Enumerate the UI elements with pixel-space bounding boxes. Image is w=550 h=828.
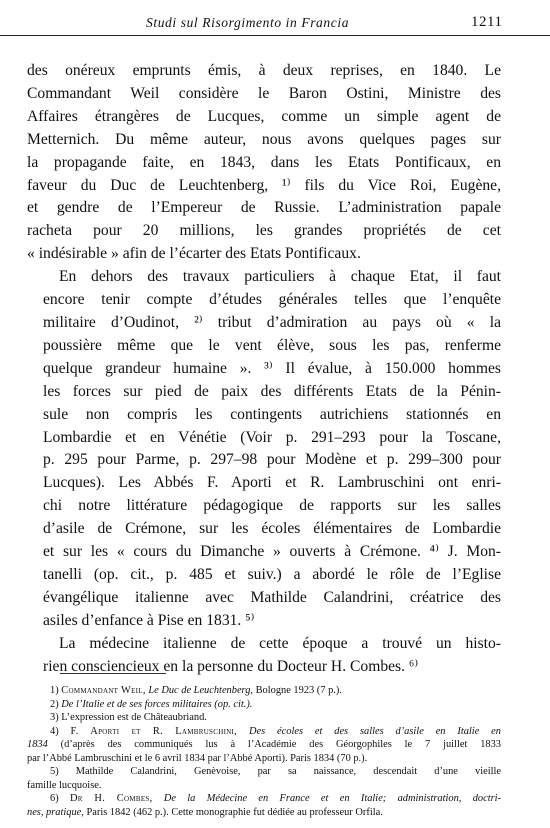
text-line: et gendre de l’Empereur de Russie. L’administration papale [27, 199, 501, 217]
paragraph-2 [27, 266, 501, 633]
footnote-5 [27, 765, 501, 792]
footnote-text: Bologne 1923 (7 p.). [255, 685, 342, 696]
footnote-text: (d’après des communiqués lus à l’Académie des Géorgophiles le 7 juillet 1833 [60, 739, 501, 750]
text-line: tanelli (op. cit., p. 485 et suiv.) a abordé le rôle de l’Eglise [43, 565, 501, 583]
footnote-author: Dr H. Combes, [70, 793, 153, 804]
running-head [0, 13, 550, 36]
text-line: et sur les « cours du Dimanche » ouverts à Crémone. ⁴⁾ J. Mon- [43, 543, 501, 561]
footnote-2 [27, 698, 501, 712]
footnote-text: Mathilde Calandrini, Genèvoise, par sa naissance, descendait d’une vieille [75, 766, 501, 777]
text-line: racheta pour 20 millions, les grandes propriétés de cet [27, 222, 501, 240]
footnote-number: 3) [50, 712, 59, 723]
footnote-6 [27, 792, 501, 819]
text-line: chi notre littérature pédagogique de rapports sur les salles [43, 497, 501, 515]
text-line: « indésirable » afin de l’écarter des Etats Pontificaux. [27, 245, 361, 263]
footnote-text: Paris 1842 (462 p.). Cette monographie fut dédiée au professeur Orfila. [86, 806, 383, 818]
footnote-text: par l’Abbé Lambruschini et le 6 avril 1834 par l’Abbé Aporti). Paris 1834 (70 p.). [27, 752, 368, 764]
text-line: Lucques). Les Abbés F. Aporti et R. Lambruschini ont enri- [43, 474, 501, 492]
footnotes [27, 684, 501, 819]
footnote-number: 5) [50, 766, 59, 777]
text-line: des onéreux emprunts émis, à deux reprises, en 1840. Le [27, 62, 501, 79]
text-line: Metternich. Du même auteur, nous avons quelques pages sur [27, 130, 501, 148]
text-line: La médecine italienne de cette époque a trouvé un histo- [59, 634, 501, 652]
footnote-title: nes, pratique, [27, 806, 84, 818]
page-number: 1211 [471, 14, 503, 30]
footnote-title: De l’Italie et de ses forces militaires (op. cit.). [61, 698, 253, 710]
text-line: les forces sur pied de paix des différents Etats de la Pénin- [43, 382, 501, 400]
footnote-number: 6) [50, 793, 59, 804]
text-line: rien consciencieux en la personne du Docteur H. Combes. ⁶⁾ [43, 657, 419, 675]
body-text [27, 60, 501, 678]
paragraph-1 [27, 60, 501, 266]
text-line: faveur du Duc de Leuchtenberg, ¹⁾ fils du Vice Roi, Eugène, [27, 176, 501, 194]
text-line: Lombardie et en Vénétie (Voir p. 291–293 pour la Toscane, [43, 428, 501, 446]
footnote-number: 4) [50, 725, 59, 737]
paragraph-3 [27, 633, 501, 679]
footnote-1 [27, 684, 501, 698]
text-line: quelque grandeur humaine ». ³⁾ Il évalue, à 150.000 hommes [43, 359, 501, 377]
footnote-title: 1834 [27, 739, 48, 750]
text-line: militaire d’Oudinot, ²⁾ tribut d’admiration au pays où « la [43, 313, 501, 331]
footnote-title: De la Médecine en France et en Italie; administration, doctri- [163, 793, 502, 804]
text-line: Commandant Weil considère le Baron Ostini, Ministre des [27, 84, 501, 102]
running-title: Studi sul Risorgimento in Francia [146, 15, 350, 30]
text-line: En dehors des travaux particuliers à chaque Etat, il faut [59, 268, 501, 286]
footnote-title: Des écoles et des salles d’asile en Italie en [248, 725, 501, 737]
footnote-text: L’expression est de Châteaubriand. [61, 712, 207, 723]
text-line: p. 295 pour Parme, p. 297–98 pour Modène et p. 299–300 pour [43, 451, 501, 469]
footnote-4 [27, 725, 501, 766]
text-line: poussière même que le vent élève, sous les pas, renferme [43, 336, 501, 354]
footnote-text: famille lucquoise. [27, 779, 102, 791]
text-line: asiles d’enfance à Pise en 1831. ⁵⁾ [43, 611, 255, 629]
footnote-rule [60, 673, 166, 674]
footnote-author: F. Aporti et R. Lambruschini, [70, 725, 238, 737]
footnote-title: Le Duc de Leuchtenberg, [148, 685, 254, 696]
text-line: sule non compris les contingents autrichiens stationnés en [43, 405, 501, 423]
text-line: évangélique italienne avec Mathilde Calandrini, créatrice des [43, 588, 501, 606]
footnote-author: Commandant Weil, [61, 685, 146, 696]
text-line: Affaires étrangères de Lucques, comme un simple agent de [27, 107, 501, 125]
text-line: encore tenir compte d’études générales telles que l’enquête [43, 291, 501, 309]
footnote-number: 1) [50, 685, 59, 696]
text-line: d’asile de Crémone, sur les écoles élémentaires de Lombardie [43, 520, 501, 538]
footnote-3 [27, 711, 501, 725]
text-line: la propagande faite, en 1843, dans les Etats Pontificaux, en [27, 153, 501, 171]
footnote-number: 2) [50, 698, 59, 710]
